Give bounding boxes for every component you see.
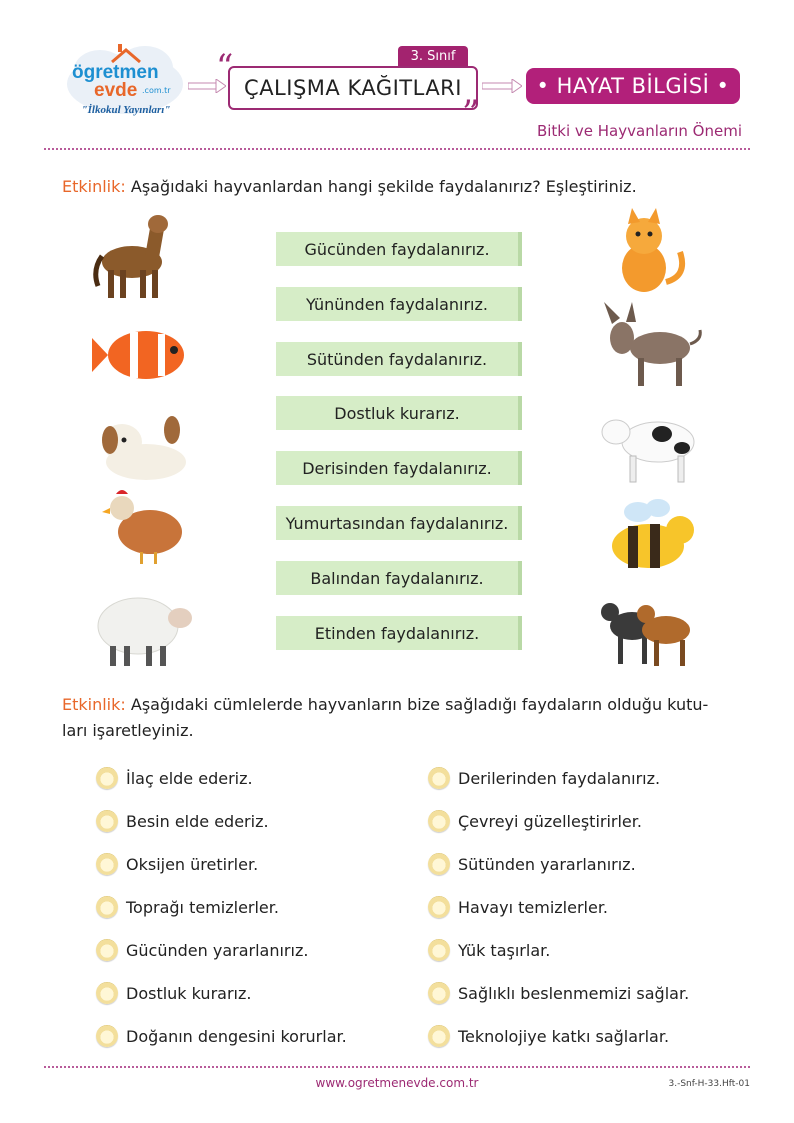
checkbox[interactable]	[96, 939, 118, 961]
checklist-item[interactable]	[428, 893, 689, 921]
checklist-item-label: İlaç elde ederiz.	[126, 768, 253, 788]
checklist-item-label: Havayı temizlerler.	[458, 897, 609, 917]
option-pill: Etinden faydalanırız.	[276, 616, 522, 650]
cat-icon	[596, 206, 706, 296]
option-pill: Yününden faydalanırız.	[276, 287, 522, 321]
footer-url[interactable]: www.ogretmenevde.com.tr	[315, 1076, 479, 1090]
publisher-logo	[60, 40, 190, 130]
checkbox[interactable]	[428, 810, 450, 832]
subject-badge: • HAYAT BİLGİSİ •	[526, 68, 740, 104]
checklist-item[interactable]	[428, 764, 689, 792]
checklist-right	[428, 764, 689, 1050]
checkbox[interactable]	[428, 853, 450, 875]
horse-icon	[90, 210, 200, 300]
checkbox[interactable]	[96, 853, 118, 875]
goats-icon	[594, 580, 704, 670]
checklist-item-label: Dostluk kurarız.	[126, 983, 252, 1003]
checkbox[interactable]	[428, 896, 450, 918]
footer-divider	[44, 1066, 750, 1068]
checklist-item[interactable]	[96, 1022, 347, 1050]
activity1-instruction: Aşağıdaki hayvanlardan hangi şekilde faydalanırız? Eşleştiriniz.	[130, 177, 637, 196]
checklist-item-label: Derilerinden faydalanırız.	[458, 768, 661, 788]
checklist-item-label: Oksijen üretirler.	[126, 854, 259, 874]
option-pill: Balından faydalanırız.	[276, 561, 522, 595]
puppy-icon	[88, 400, 198, 490]
option-pill: Dostluk kurarız.	[276, 396, 522, 430]
page-title: ÇALIŞMA KAĞITLARI	[228, 66, 478, 110]
logo-text-top: ögretmen	[72, 62, 159, 83]
checkbox[interactable]	[428, 1025, 450, 1047]
checklist-left	[96, 764, 347, 1050]
logo-text-bottom: evde	[94, 80, 138, 101]
checklist-item[interactable]	[96, 850, 347, 878]
logo-domain: .com.tr	[142, 86, 171, 95]
bee-icon	[600, 494, 710, 584]
option-pill: Sütünden faydalanırız.	[276, 342, 522, 376]
checkbox[interactable]	[96, 1025, 118, 1047]
checklist-item[interactable]	[428, 936, 689, 964]
checklist-item[interactable]	[428, 1022, 689, 1050]
clownfish-icon	[88, 310, 198, 400]
activity2-label: Etkinlik:	[62, 695, 126, 714]
checkbox[interactable]	[428, 939, 450, 961]
activity1-heading	[62, 174, 637, 200]
checklist-item-label: Toprağı temizlerler.	[126, 897, 279, 917]
activity2-instruction-line1: Aşağıdaki cümlelerde hayvanların bize sağladığı faydaların olduğu kutu-	[130, 695, 709, 714]
logo-tagline: "İlkokul Yayınları"	[81, 104, 171, 116]
checklist-item[interactable]	[428, 979, 689, 1007]
cow-icon	[598, 398, 708, 488]
option-pill: Gücünden faydalanırız.	[276, 232, 522, 266]
checklist-item-label: Sütünden yararlanırız.	[458, 854, 636, 874]
footer-code: 3.-Snf-H-33.Hft-01	[668, 1079, 750, 1089]
checkbox[interactable]	[428, 767, 450, 789]
checklist-item[interactable]	[428, 850, 689, 878]
checkbox[interactable]	[96, 982, 118, 1004]
checkbox[interactable]	[428, 982, 450, 1004]
arrow-right-icon	[482, 79, 522, 93]
checklist-item[interactable]	[96, 893, 347, 921]
checklist-item-label: Gücünden yararlanırız.	[126, 940, 309, 960]
checklist-item-label: Teknolojiye katkı sağlarlar.	[458, 1026, 670, 1046]
header-divider	[44, 148, 750, 150]
activity1-label: Etkinlik:	[62, 177, 126, 196]
checklist-item[interactable]	[96, 979, 347, 1007]
activity2-heading	[62, 692, 742, 744]
checklist-item[interactable]	[96, 807, 347, 835]
checklist-item-label: Yük taşırlar.	[458, 940, 551, 960]
checkbox[interactable]	[96, 767, 118, 789]
option-pill: Yumurtasından faydalanırız.	[276, 506, 522, 540]
option-pill: Derisinden faydalanırız.	[276, 451, 522, 485]
checklist-item[interactable]	[96, 936, 347, 964]
sheep-icon	[88, 580, 198, 670]
activity2-instruction-line2: ları işaretleyiniz.	[62, 721, 194, 740]
grade-tab: 3. Sınıf	[398, 46, 468, 66]
checklist-item-label: Besin elde ederiz.	[126, 811, 269, 831]
checklist-item-label: Sağlıklı beslenmemizi sağlar.	[458, 983, 690, 1003]
donkey-icon	[598, 300, 708, 390]
checklist-item-label: Çevreyi güzelleştirirler.	[458, 811, 642, 831]
checklist-item[interactable]	[96, 764, 347, 792]
open-quote-icon: “	[216, 47, 234, 87]
hen-icon	[92, 480, 202, 570]
checkbox[interactable]	[96, 810, 118, 832]
checklist-item-label: Doğanın dengesini korurlar.	[126, 1026, 347, 1046]
checkbox[interactable]	[96, 896, 118, 918]
checklist-item[interactable]	[428, 807, 689, 835]
topic-title: Bitki ve Hayvanların Önemi	[536, 122, 742, 140]
close-quote-icon: ”	[462, 93, 480, 133]
